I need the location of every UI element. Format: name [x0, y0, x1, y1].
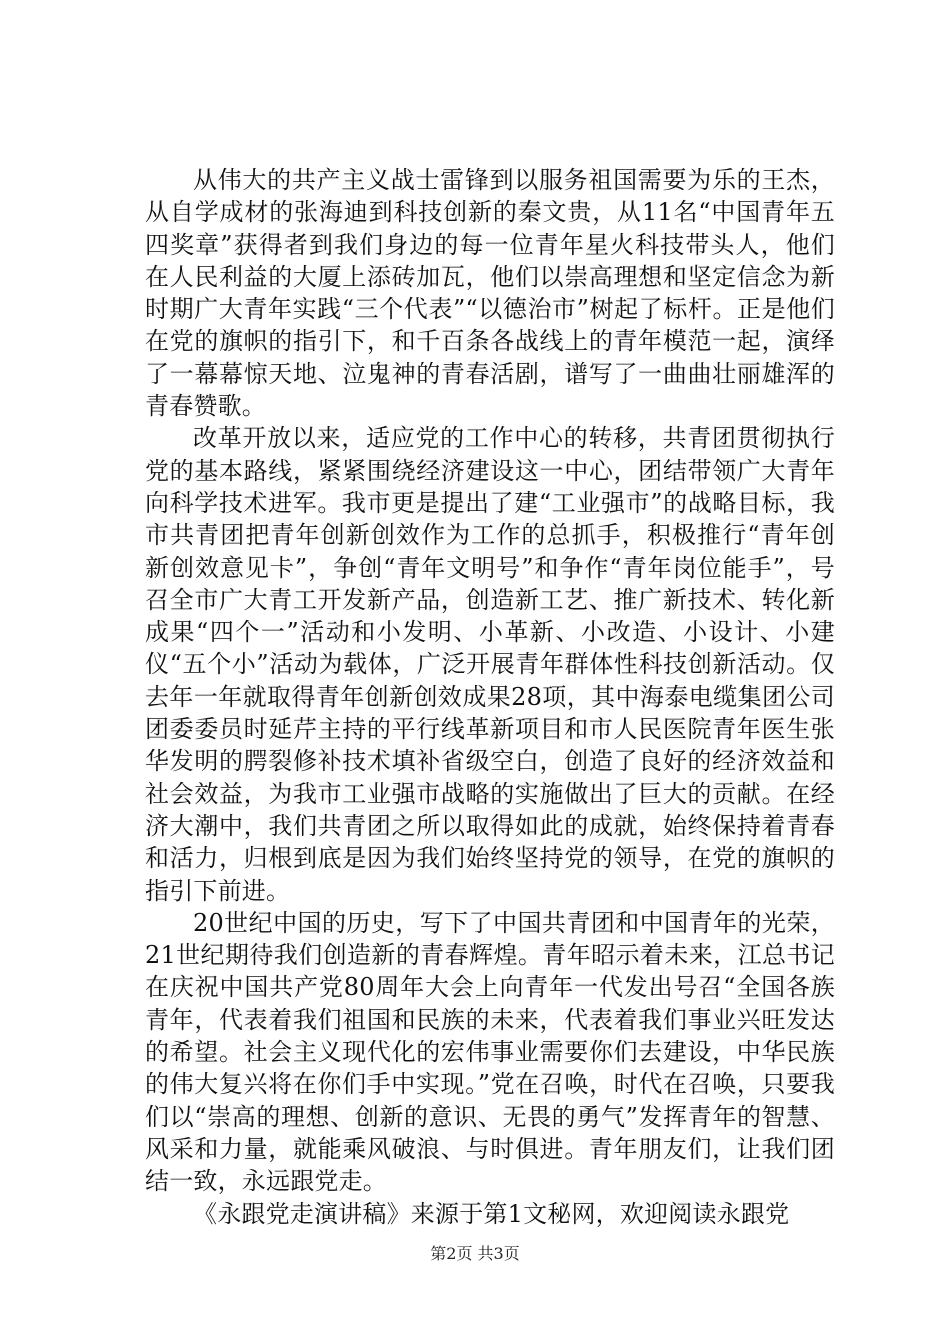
paragraph-2: 改革开放以来，适应党的工作中心的转移，共青团贯彻执行党的基本路线，紧紧围绕经济建设这一中心，团结带领广大青年向科学技术进军。我市更是提出了建“工业强市”的战略目标，我市共青团把青年创新创效作为工作的总抓手，积极推行“青年创新创效意见卡”，争创“青年文明号”和争作“青年岗位能手”，号召全市广大青工开发新产品，创造新工艺、推广新技术、转化新成果“四个一”活动和小发明、小革新、小改造、小设计、小建仪“五个小”活动为载体，广泛开展青年群体性科技创新活动。仅去年一年就取得青年创新创效成果28项，其中海泰电缆集团公司团委委员时延芹主持的平行线革新项目和市人民医院青年医生张华发明的腭裂修补技术填补省级空白，创造了良好的经济效益和社会效益，为我市工业强市战略的实施做出了巨大的贡献。在经济大潮中，我们共青团之所以取得如此的成就，始终保持着青春和活力，归根到底是因为我们始终坚持党的领导，在党的旗帜的指引下前进。	[145, 424, 835, 905]
paragraph-3: 20世纪中国的历史，写下了中国共青团和中国青年的光荣，21世纪期待我们创造新的青春辉煌。青年昭示着未来，江总书记在庆祝中国共产党80周年大会上向青年一代发出号召“全国各族青年，代表着我们祖国和民族的未来，代表着我们事业兴旺发达的希望。社会主义现代化的宏伟事业需要你们去建设，中华民族的伟大复兴将在你们手中实现。”党在召唤，时代在召唤，只要我们以“崇高的理想、创新的意识、无畏的勇气”发挥青年的智慧、风采和力量，就能乘风破浪、与时俱进。青年朋友们，让我们团结一致，永远跟党走。	[145, 908, 835, 1196]
page-number-footer: 第2页 共3页	[430, 1244, 520, 1263]
paragraph-4: 《永跟党走演讲稿》来源于第1文秘网，欢迎阅读永跟党	[193, 1199, 790, 1228]
document-body	[145, 164, 835, 1230]
paragraph-1: 从伟大的共产主义战士雷锋到以服务祖国需要为乐的王杰，从自学成材的张海迪到科技创新的秦文贵，从11名“中国青年五四奖章”获得者到我们身边的每一位青年星火科技带头人，他们在人民利益的大厦上添砖加瓦，他们以崇高理想和坚定信念为新时期广大青年实践“三个代表”“以德治市”树起了标杆。正是他们在党的旗帜的指引下，和千百条各战线上的青年模范一起，演绎了一幕幕惊天地、泣鬼神的青春活剧，谱写了一曲曲壮丽雄浑的青春赞歌。	[145, 166, 835, 421]
